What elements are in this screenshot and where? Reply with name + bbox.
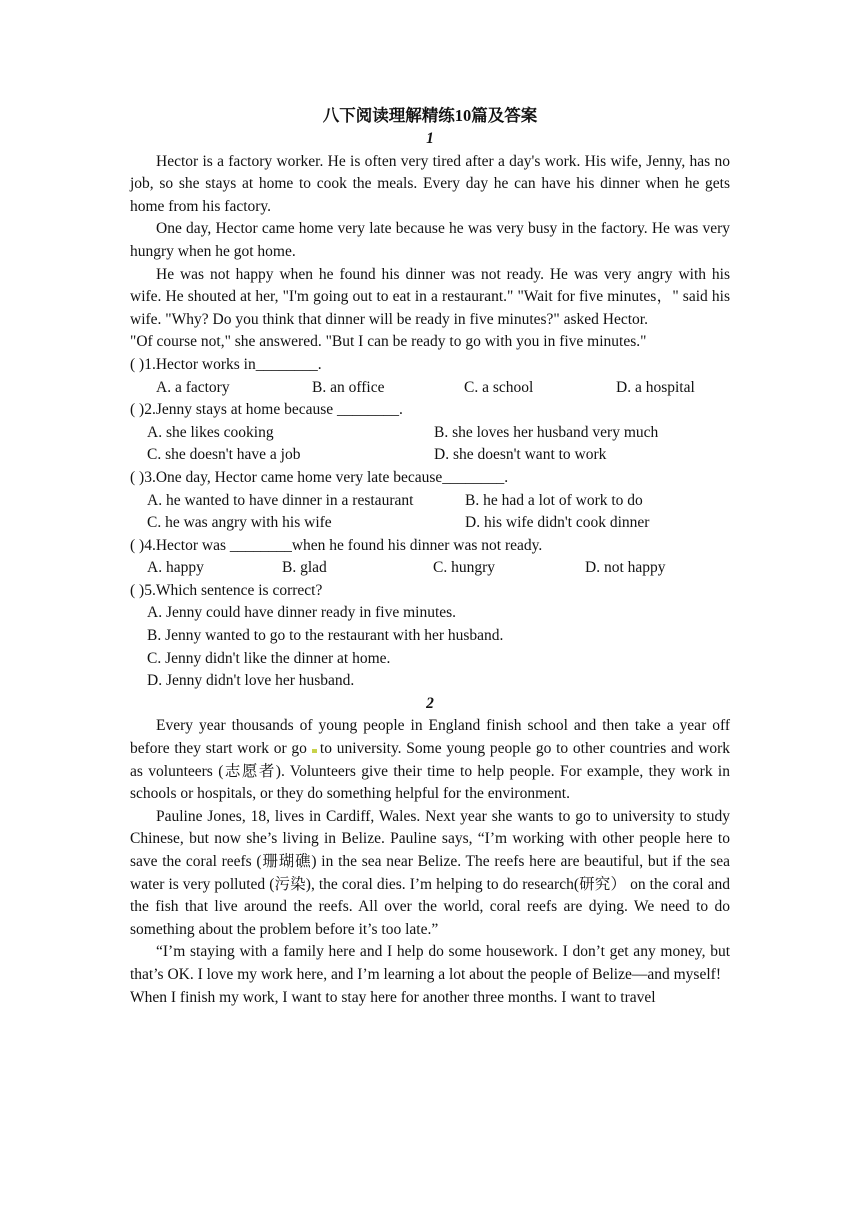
option-c: C. Jenny didn't like the dinner at home. — [147, 649, 391, 667]
question-3 — [130, 467, 730, 490]
question-2-options-row-1 — [130, 422, 730, 445]
question-text: One day, Hector came home very late because________. — [155, 468, 509, 486]
passage-paragraph: Hector is a factory worker. He is often very tired after a day's work. His wife, Jenny, has no job, so she stays at home to cook the meals. Every day he can have his dinner when he gets home from his factory. — [130, 152, 730, 215]
option-b: B. he had a lot of work to do — [465, 491, 643, 509]
question-number: ( )2. — [130, 401, 156, 419]
option-b: B. Jenny wanted to go to the restaurant with her husband. — [147, 627, 504, 645]
option-d: D. she doesn't want to work — [434, 446, 607, 464]
question-4-options — [130, 557, 730, 580]
question-5 — [130, 580, 730, 603]
question-text: Jenny stays at home because ________. — [155, 401, 403, 419]
question-2-options-row-2 — [130, 444, 730, 467]
option-a: A. she likes cooking — [147, 423, 274, 441]
option-b: B. she loves her husband very much — [434, 423, 659, 441]
option-d: D. a hospital — [616, 378, 695, 396]
option-c: C. he was angry with his wife — [147, 514, 332, 532]
paragraph-part: to university. Some young people go to other countries and work as volunteers (志愿者). Volunteers give their time to help people. For example, they work in schools or hospitals, or they do something helpful for the environment. — [130, 740, 730, 803]
option-c: C. a school — [464, 378, 534, 396]
question-number: ( )5. — [130, 581, 156, 599]
question-text: Hector works in________. — [155, 355, 322, 373]
option-c: C. hungry — [433, 559, 495, 577]
option-b: B. an office — [312, 378, 385, 396]
question-number: ( )4. — [130, 536, 156, 554]
passage-paragraph: One day, Hector came home very late because he was very busy in the factory. He was very hungry when he got home. — [130, 220, 730, 260]
option-a: A. Jenny could have dinner ready in five minutes. — [147, 604, 457, 622]
option-a: A. a factory — [156, 378, 230, 396]
option-b: B. glad — [282, 559, 327, 577]
passage-paragraph: When I finish my work, I want to stay here for another three months. I want to travel — [130, 988, 656, 1006]
passage-paragraph: "Of course not," she answered. "But I can be ready to go with you in five minutes." — [130, 333, 647, 351]
passage-paragraph: “I’m staying with a family here and I help do some housework. I don’t get any money, but that’s OK. I love my work here, and I’m learning a lot about the people of Belize—and myself! — [130, 943, 730, 983]
question-1 — [130, 354, 730, 377]
question-3-options-row-1 — [130, 490, 730, 513]
option-d: D. his wife didn't cook dinner — [465, 514, 650, 532]
document-title: 八下阅读理解精练10篇及答案 — [322, 106, 538, 125]
paragraph-part: Every year thousands of young people in England finish school and then take a year off before they start work or go — [130, 717, 730, 758]
option-d: D. not happy — [585, 559, 666, 577]
passage-paragraph — [130, 715, 730, 805]
passage-paragraph: Pauline Jones, 18, lives in Cardiff, Wales. Next year she wants to go to university to study Chinese, but now she’s living in Belize. Pauline says, “I’m working with other people here to save the coral reefs (珊瑚礁) in the sea near Belize. The reefs here are beautiful, but if the sea water is very polluted (污染), the coral dies. I’m helping to do research(研究） on the coral and the fish that live around the reefs. All over the world, coral reefs are dying. We need to do something about the problem before it’s too late.” — [130, 807, 730, 938]
question-text: Which sentence is correct? — [155, 581, 323, 599]
question-1-options — [130, 377, 730, 400]
highlight-marker — [312, 749, 317, 753]
question-number: ( )3. — [130, 468, 156, 486]
question-2 — [130, 399, 730, 422]
question-4 — [130, 535, 730, 558]
question-number: ( )1. — [130, 355, 156, 373]
question-3-options-row-2 — [130, 512, 730, 535]
option-c: C. she doesn't have a job — [147, 446, 301, 464]
passage-paragraph: He was not happy when he found his dinner was not ready. He was very angry with his wife. He shouted at her, "I'm going out to eat in a restaurant." "Wait for five minutes，" said his wife. "Why? Do you think that dinner will be ready in five minutes?" asked Hector. — [130, 265, 730, 328]
section-number-2: 2 — [426, 694, 434, 712]
question-text: Hector was ________when he found his dinner was not ready. — [155, 536, 543, 554]
document-content — [130, 104, 730, 1009]
option-a: A. he wanted to have dinner in a restaurant — [147, 491, 414, 509]
option-a: A. happy — [147, 559, 204, 577]
section-number-1: 1 — [426, 130, 434, 147]
option-d: D. Jenny didn't love her husband. — [147, 672, 355, 690]
